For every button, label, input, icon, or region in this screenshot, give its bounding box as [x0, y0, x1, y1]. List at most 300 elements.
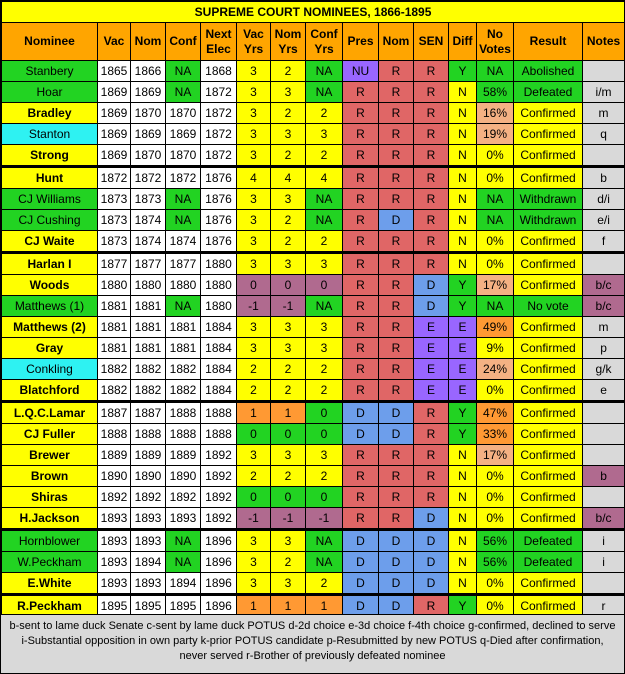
- cell-result: Confirmed: [514, 145, 583, 167]
- cell-vac-yrs: 3: [237, 103, 271, 124]
- cell-pres: R: [343, 359, 379, 380]
- cell-sen: E: [414, 359, 449, 380]
- cell-conf-yrs: 2: [306, 573, 343, 595]
- cell-vac: 1882: [98, 380, 131, 402]
- cell-no-votes: NA: [477, 296, 514, 317]
- cell-result: Confirmed: [514, 275, 583, 296]
- cell-nominee: CJ Fuller: [2, 424, 98, 445]
- cell-no-votes: 47%: [477, 402, 514, 424]
- cell-conf: 1895: [166, 595, 201, 617]
- cell-conf-yrs: 0: [306, 487, 343, 508]
- cell-no-votes: 9%: [477, 338, 514, 359]
- cell-nom-party: R: [379, 359, 414, 380]
- cell-sen: R: [414, 103, 449, 124]
- cell-nom-party: D: [379, 530, 414, 552]
- table-row: [2, 359, 625, 380]
- cell-nom-yrs: 2: [271, 359, 306, 380]
- cell-conf: 1870: [166, 145, 201, 167]
- cell-nom-party: R: [379, 445, 414, 466]
- cell-vac-yrs: 3: [237, 445, 271, 466]
- cell-nom-party: R: [379, 167, 414, 189]
- footnote-legend: b-sent to lame duck Senate c-sent by lame duck POTUS d-2d choice e-3d choice f-4th choice g-confirmed, declined to serve i-Substantial opposition in own party k-prior POTUS candidate p-Resubmitted by new POTUS q-Died after confirmation, never served r-Brother of previously defeated nominee: [1, 614, 624, 673]
- cell-next-elec: 1892: [201, 508, 237, 530]
- cell-nom-party: R: [379, 124, 414, 145]
- table-row: [2, 61, 625, 82]
- cell-next-elec: 1880: [201, 253, 237, 275]
- cell-result: Confirmed: [514, 402, 583, 424]
- cell-vac-yrs: 2: [237, 466, 271, 487]
- cell-nom-yrs: 4: [271, 167, 306, 189]
- cell-sen: R: [414, 424, 449, 445]
- col-header-nom-party: Nom: [379, 23, 414, 61]
- cell-no-votes: 17%: [477, 445, 514, 466]
- cell-result: Confirmed: [514, 253, 583, 275]
- col-header-conf: Conf: [166, 23, 201, 61]
- cell-notes: b/c: [583, 275, 625, 296]
- cell-nom: 1893: [131, 573, 166, 595]
- cell-no-votes: 17%: [477, 275, 514, 296]
- cell-next-elec: 1876: [201, 210, 237, 231]
- cell-next-elec: 1876: [201, 167, 237, 189]
- cell-sen: D: [414, 508, 449, 530]
- cell-conf-yrs: 2: [306, 103, 343, 124]
- cell-conf-yrs: 0: [306, 402, 343, 424]
- table-title: SUPREME COURT NOMINEES, 1866-1895: [2, 2, 625, 23]
- table-row: [2, 338, 625, 359]
- cell-conf: 1894: [166, 573, 201, 595]
- cell-pres: R: [343, 103, 379, 124]
- cell-notes: e/i: [583, 210, 625, 231]
- cell-result: Confirmed: [514, 231, 583, 253]
- cell-nom-party: R: [379, 145, 414, 167]
- cell-nom: 1882: [131, 359, 166, 380]
- cell-sen: R: [414, 167, 449, 189]
- cell-no-votes: 0%: [477, 145, 514, 167]
- cell-nom-party: R: [379, 296, 414, 317]
- col-header-diff: Diff: [449, 23, 477, 61]
- cell-conf-yrs: 2: [306, 466, 343, 487]
- table-row: [2, 552, 625, 573]
- cell-sen: D: [414, 275, 449, 296]
- col-header-vac-yrs: Vac Yrs: [237, 23, 271, 61]
- cell-notes: i: [583, 552, 625, 573]
- cell-conf: 1882: [166, 380, 201, 402]
- cell-vac-yrs: 3: [237, 338, 271, 359]
- cell-nom-party: R: [379, 317, 414, 338]
- cell-nom: 1887: [131, 402, 166, 424]
- cell-nom: 1881: [131, 317, 166, 338]
- cell-nom: 1882: [131, 380, 166, 402]
- cell-conf: 1874: [166, 231, 201, 253]
- cell-conf-yrs: NA: [306, 189, 343, 210]
- cell-diff: Y: [449, 402, 477, 424]
- table-row: [2, 231, 625, 253]
- cell-nominee: W.Peckham: [2, 552, 98, 573]
- cell-nom-party: R: [379, 61, 414, 82]
- cell-next-elec: 1888: [201, 424, 237, 445]
- cell-nom: 1872: [131, 167, 166, 189]
- cell-nom-party: R: [379, 508, 414, 530]
- cell-nom: 1869: [131, 82, 166, 103]
- cell-no-votes: 0%: [477, 253, 514, 275]
- cell-conf-yrs: NA: [306, 530, 343, 552]
- cell-vac-yrs: 3: [237, 82, 271, 103]
- cell-conf: NA: [166, 210, 201, 231]
- cell-sen: E: [414, 380, 449, 402]
- cell-vac: 1881: [98, 338, 131, 359]
- cell-sen: R: [414, 595, 449, 617]
- cell-nominee: Stanton: [2, 124, 98, 145]
- cell-vac: 1873: [98, 231, 131, 253]
- cell-diff: E: [449, 317, 477, 338]
- cell-vac-yrs: 3: [237, 61, 271, 82]
- cell-sen: E: [414, 317, 449, 338]
- cell-sen: R: [414, 82, 449, 103]
- cell-pres: D: [343, 595, 379, 617]
- cell-nominee: Matthews (2): [2, 317, 98, 338]
- cell-conf-yrs: 3: [306, 253, 343, 275]
- table-row: [2, 573, 625, 595]
- cell-result: Confirmed: [514, 317, 583, 338]
- cell-conf: 1869: [166, 124, 201, 145]
- cell-pres: R: [343, 445, 379, 466]
- cell-nom: 1874: [131, 231, 166, 253]
- cell-nom-party: D: [379, 595, 414, 617]
- cell-conf-yrs: 0: [306, 275, 343, 296]
- cell-no-votes: 0%: [477, 508, 514, 530]
- cell-next-elec: 1884: [201, 338, 237, 359]
- cell-diff: N: [449, 445, 477, 466]
- cell-nom: 1892: [131, 487, 166, 508]
- table-row: [2, 253, 625, 275]
- cell-conf-yrs: 4: [306, 167, 343, 189]
- cell-vac-yrs: 3: [237, 573, 271, 595]
- cell-nominee: Gray: [2, 338, 98, 359]
- cell-nom-yrs: 2: [271, 231, 306, 253]
- cell-notes: e: [583, 380, 625, 402]
- cell-diff: N: [449, 189, 477, 210]
- cell-conf: 1889: [166, 445, 201, 466]
- cell-sen: R: [414, 487, 449, 508]
- cell-no-votes: 0%: [477, 466, 514, 487]
- cell-nom-party: R: [379, 338, 414, 359]
- col-header-sen: SEN: [414, 23, 449, 61]
- cell-pres: D: [343, 552, 379, 573]
- cell-conf: 1892: [166, 487, 201, 508]
- cell-nom-party: R: [379, 253, 414, 275]
- cell-diff: N: [449, 103, 477, 124]
- cell-conf-yrs: 0: [306, 424, 343, 445]
- cell-vac-yrs: -1: [237, 508, 271, 530]
- cell-diff: Y: [449, 296, 477, 317]
- table-row: [2, 508, 625, 530]
- cell-vac-yrs: 2: [237, 359, 271, 380]
- cell-notes: g/k: [583, 359, 625, 380]
- cell-vac-yrs: 1: [237, 595, 271, 617]
- table-row: [2, 145, 625, 167]
- cell-nom: 1877: [131, 253, 166, 275]
- cell-conf-yrs: -1: [306, 508, 343, 530]
- cell-conf: 1890: [166, 466, 201, 487]
- cell-notes: i: [583, 530, 625, 552]
- cell-pres: R: [343, 296, 379, 317]
- cell-vac: 1881: [98, 296, 131, 317]
- cell-nom-yrs: 0: [271, 424, 306, 445]
- cell-sen: D: [414, 552, 449, 573]
- cell-diff: E: [449, 338, 477, 359]
- cell-next-elec: 1896: [201, 552, 237, 573]
- cell-next-elec: 1868: [201, 61, 237, 82]
- cell-notes: [583, 253, 625, 275]
- cell-notes: [583, 402, 625, 424]
- cell-next-elec: 1872: [201, 145, 237, 167]
- col-header-result: Result: [514, 23, 583, 61]
- cell-conf-yrs: NA: [306, 82, 343, 103]
- cell-conf-yrs: NA: [306, 552, 343, 573]
- cell-nom-yrs: 1: [271, 595, 306, 617]
- cell-vac: 1865: [98, 61, 131, 82]
- cell-nom-yrs: 2: [271, 145, 306, 167]
- cell-nom-yrs: 2: [271, 552, 306, 573]
- cell-nom-party: D: [379, 552, 414, 573]
- cell-vac: 1877: [98, 253, 131, 275]
- cell-result: Confirmed: [514, 466, 583, 487]
- cell-result: Confirmed: [514, 167, 583, 189]
- cell-notes: [583, 445, 625, 466]
- cell-vac: 1872: [98, 167, 131, 189]
- cell-conf-yrs: 3: [306, 338, 343, 359]
- cell-nom-yrs: 3: [271, 530, 306, 552]
- cell-nom-yrs: 1: [271, 402, 306, 424]
- cell-vac: 1869: [98, 145, 131, 167]
- cell-pres: R: [343, 167, 379, 189]
- cell-nom-party: R: [379, 82, 414, 103]
- cell-nom-party: R: [379, 231, 414, 253]
- cell-nominee: H.Jackson: [2, 508, 98, 530]
- cell-pres: D: [343, 424, 379, 445]
- cell-nom-yrs: 3: [271, 338, 306, 359]
- cell-result: Defeated: [514, 552, 583, 573]
- table-row: [2, 210, 625, 231]
- cell-vac-yrs: 3: [237, 253, 271, 275]
- cell-notes: b/c: [583, 508, 625, 530]
- col-header-nom-yrs: Nom Yrs: [271, 23, 306, 61]
- cell-pres: R: [343, 189, 379, 210]
- cell-notes: p: [583, 338, 625, 359]
- cell-pres: NU: [343, 61, 379, 82]
- cell-no-votes: 49%: [477, 317, 514, 338]
- cell-nom: 1881: [131, 296, 166, 317]
- cell-nom: 1881: [131, 338, 166, 359]
- cell-pres: R: [343, 380, 379, 402]
- cell-result: No vote: [514, 296, 583, 317]
- cell-nom-party: R: [379, 487, 414, 508]
- cell-conf-yrs: 2: [306, 231, 343, 253]
- cell-nom: 1873: [131, 189, 166, 210]
- cell-notes: b: [583, 167, 625, 189]
- cell-nominee: Harlan I: [2, 253, 98, 275]
- cell-nom: 1888: [131, 424, 166, 445]
- cell-next-elec: 1876: [201, 189, 237, 210]
- cell-nom: 1890: [131, 466, 166, 487]
- cell-next-elec: 1880: [201, 296, 237, 317]
- cell-nom: 1874: [131, 210, 166, 231]
- cell-conf: 1888: [166, 424, 201, 445]
- cell-no-votes: NA: [477, 210, 514, 231]
- cell-next-elec: 1896: [201, 573, 237, 595]
- cell-pres: R: [343, 145, 379, 167]
- table-row: [2, 466, 625, 487]
- cell-nom: 1889: [131, 445, 166, 466]
- cell-nom-party: D: [379, 424, 414, 445]
- cell-pres: R: [343, 82, 379, 103]
- cell-next-elec: 1884: [201, 317, 237, 338]
- table-row: [2, 189, 625, 210]
- cell-nom-yrs: 3: [271, 445, 306, 466]
- cell-nom-party: D: [379, 402, 414, 424]
- cell-conf: 1888: [166, 402, 201, 424]
- cell-nominee: Strong: [2, 145, 98, 167]
- cell-diff: Y: [449, 424, 477, 445]
- cell-nominee: Hunt: [2, 167, 98, 189]
- cell-vac-yrs: 3: [237, 210, 271, 231]
- cell-diff: N: [449, 145, 477, 167]
- table-row: [2, 275, 625, 296]
- table-row: [2, 380, 625, 402]
- cell-vac-yrs: 2: [237, 380, 271, 402]
- cell-result: Confirmed: [514, 338, 583, 359]
- cell-notes: b: [583, 466, 625, 487]
- cell-vac: 1869: [98, 124, 131, 145]
- cell-notes: r: [583, 595, 625, 617]
- cell-no-votes: 0%: [477, 487, 514, 508]
- cell-sen: R: [414, 124, 449, 145]
- cell-pres: R: [343, 210, 379, 231]
- cell-conf-yrs: 2: [306, 380, 343, 402]
- cell-notes: f: [583, 231, 625, 253]
- cell-vac-yrs: 4: [237, 167, 271, 189]
- header-row: [2, 23, 625, 61]
- col-header-next-elec: Next Elec: [201, 23, 237, 61]
- cell-vac: 1873: [98, 210, 131, 231]
- cell-diff: N: [449, 508, 477, 530]
- cell-nom-yrs: -1: [271, 296, 306, 317]
- col-header-conf-yrs: Conf Yrs: [306, 23, 343, 61]
- cell-nominee: E.White: [2, 573, 98, 595]
- cell-nom-yrs: 2: [271, 61, 306, 82]
- cell-nom: 1894: [131, 552, 166, 573]
- cell-conf: NA: [166, 552, 201, 573]
- cell-conf-yrs: 2: [306, 359, 343, 380]
- cell-nom-yrs: 2: [271, 466, 306, 487]
- cell-no-votes: 0%: [477, 573, 514, 595]
- cell-vac-yrs: 3: [237, 189, 271, 210]
- cell-conf-yrs: 3: [306, 317, 343, 338]
- cell-no-votes: 33%: [477, 424, 514, 445]
- cell-conf: 1870: [166, 103, 201, 124]
- cell-vac: 1889: [98, 445, 131, 466]
- cell-vac: 1881: [98, 317, 131, 338]
- cell-notes: q: [583, 124, 625, 145]
- cell-result: Confirmed: [514, 508, 583, 530]
- cell-nominee: Brown: [2, 466, 98, 487]
- cell-diff: Y: [449, 275, 477, 296]
- table-row: [2, 317, 625, 338]
- cell-diff: Y: [449, 595, 477, 617]
- cell-vac-yrs: 3: [237, 317, 271, 338]
- table-row: [2, 445, 625, 466]
- cell-result: Confirmed: [514, 487, 583, 508]
- cell-nom-yrs: 3: [271, 573, 306, 595]
- cell-result: Confirmed: [514, 595, 583, 617]
- cell-sen: R: [414, 189, 449, 210]
- cell-conf-yrs: 2: [306, 145, 343, 167]
- cell-conf: 1880: [166, 275, 201, 296]
- cell-notes: i/m: [583, 82, 625, 103]
- cell-nom-yrs: 3: [271, 253, 306, 275]
- cell-diff: N: [449, 210, 477, 231]
- cell-nom-yrs: 0: [271, 275, 306, 296]
- cell-vac-yrs: 3: [237, 552, 271, 573]
- nominees-table: [1, 1, 625, 617]
- cell-pres: R: [343, 338, 379, 359]
- cell-diff: N: [449, 487, 477, 508]
- cell-no-votes: 0%: [477, 167, 514, 189]
- cell-sen: D: [414, 573, 449, 595]
- cell-nominee: L.Q.C.Lamar: [2, 402, 98, 424]
- cell-diff: N: [449, 253, 477, 275]
- cell-no-votes: 56%: [477, 552, 514, 573]
- cell-nom-party: R: [379, 103, 414, 124]
- cell-diff: N: [449, 552, 477, 573]
- cell-conf: 1872: [166, 167, 201, 189]
- cell-next-elec: 1884: [201, 380, 237, 402]
- cell-notes: [583, 61, 625, 82]
- cell-notes: d/i: [583, 189, 625, 210]
- cell-vac: 1887: [98, 402, 131, 424]
- table-row: [2, 296, 625, 317]
- cell-vac-yrs: 3: [237, 231, 271, 253]
- cell-sen: R: [414, 210, 449, 231]
- cell-diff: E: [449, 380, 477, 402]
- cell-sen: R: [414, 253, 449, 275]
- cell-sen: D: [414, 530, 449, 552]
- cell-diff: N: [449, 82, 477, 103]
- table-row: [2, 82, 625, 103]
- col-header-notes: Notes: [583, 23, 625, 61]
- cell-conf: NA: [166, 189, 201, 210]
- cell-pres: D: [343, 402, 379, 424]
- cell-vac-yrs: 3: [237, 124, 271, 145]
- cell-nominee: CJ Waite: [2, 231, 98, 253]
- cell-conf-yrs: 3: [306, 445, 343, 466]
- cell-pres: R: [343, 508, 379, 530]
- cell-nominee: Brewer: [2, 445, 98, 466]
- cell-result: Defeated: [514, 530, 583, 552]
- cell-no-votes: 24%: [477, 359, 514, 380]
- cell-diff: N: [449, 466, 477, 487]
- cell-next-elec: 1872: [201, 82, 237, 103]
- cell-nominee: Hoar: [2, 82, 98, 103]
- col-header-nominee: Nominee: [2, 23, 98, 61]
- cell-conf: NA: [166, 82, 201, 103]
- cell-pres: R: [343, 231, 379, 253]
- cell-nominee: Woods: [2, 275, 98, 296]
- cell-no-votes: NA: [477, 189, 514, 210]
- cell-no-votes: 0%: [477, 231, 514, 253]
- cell-conf: 1882: [166, 359, 201, 380]
- cell-nominee: R.Peckham: [2, 595, 98, 617]
